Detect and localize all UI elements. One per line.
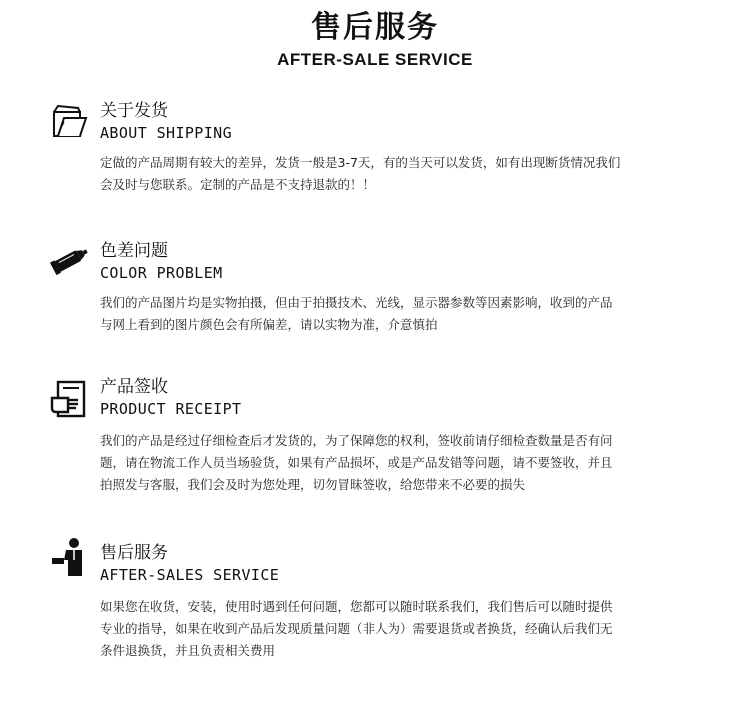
section-title: 关于发货 bbox=[100, 101, 168, 121]
page-subtitle: AFTER-SALE SERVICE bbox=[277, 50, 473, 69]
section-title: 产品签收 bbox=[100, 377, 168, 397]
page-title: 售后服务 bbox=[311, 10, 439, 45]
section-body: 我们的产品是经过仔细检查后才发货的，为了保障您的权利，签收前请仔细检查数量是否有问 题，请在物流工作人员当场验货，如果有产品损坏，或是产品发错等问题，请不要签收，并且 拍照发与客服，我们会及时为您处理，切勿冒昧签收，给您带来不必要的损失 bbox=[100, 433, 613, 492]
section-body: 如果您在收货，安装，使用时遇到任何问题，您都可以随时联系我们，我们售后可以随时提供 专业的指导，如果在收到产品后发现质量问题（非人为）需要退货或者换货，经确认后我们无 条件退换货，并且负责相关费用 bbox=[100, 599, 613, 658]
section-title: 色差问题 bbox=[100, 241, 168, 261]
section-subtitle: PRODUCT RECEIPT bbox=[100, 400, 242, 418]
section-subtitle: AFTER-SALES SERVICE bbox=[100, 566, 280, 584]
folder-icon bbox=[48, 100, 92, 144]
section-body: 定做的产品周期有较大的差异，发货一般是3-7天，有的当天可以发货，如有出现断货情况我们 会及时与您联系。定制的产品是不支持退款的！！ bbox=[100, 155, 621, 192]
section-subtitle: ABOUT SHIPPING bbox=[100, 124, 233, 142]
page-header bbox=[0, 8, 750, 70]
section-title: 售后服务 bbox=[100, 543, 168, 563]
service-person-icon bbox=[48, 536, 92, 580]
tube-icon bbox=[48, 238, 92, 282]
receipt-hand-icon bbox=[48, 378, 92, 422]
section-body: 我们的产品图片均是实物拍摄，但由于拍摄技术、光线，显示器参数等因素影响，收到的产品 与网上看到的图片颜色会有所偏差，请以实物为准，介意慎拍 bbox=[100, 295, 613, 332]
section-subtitle: COLOR PROBLEM bbox=[100, 264, 223, 282]
